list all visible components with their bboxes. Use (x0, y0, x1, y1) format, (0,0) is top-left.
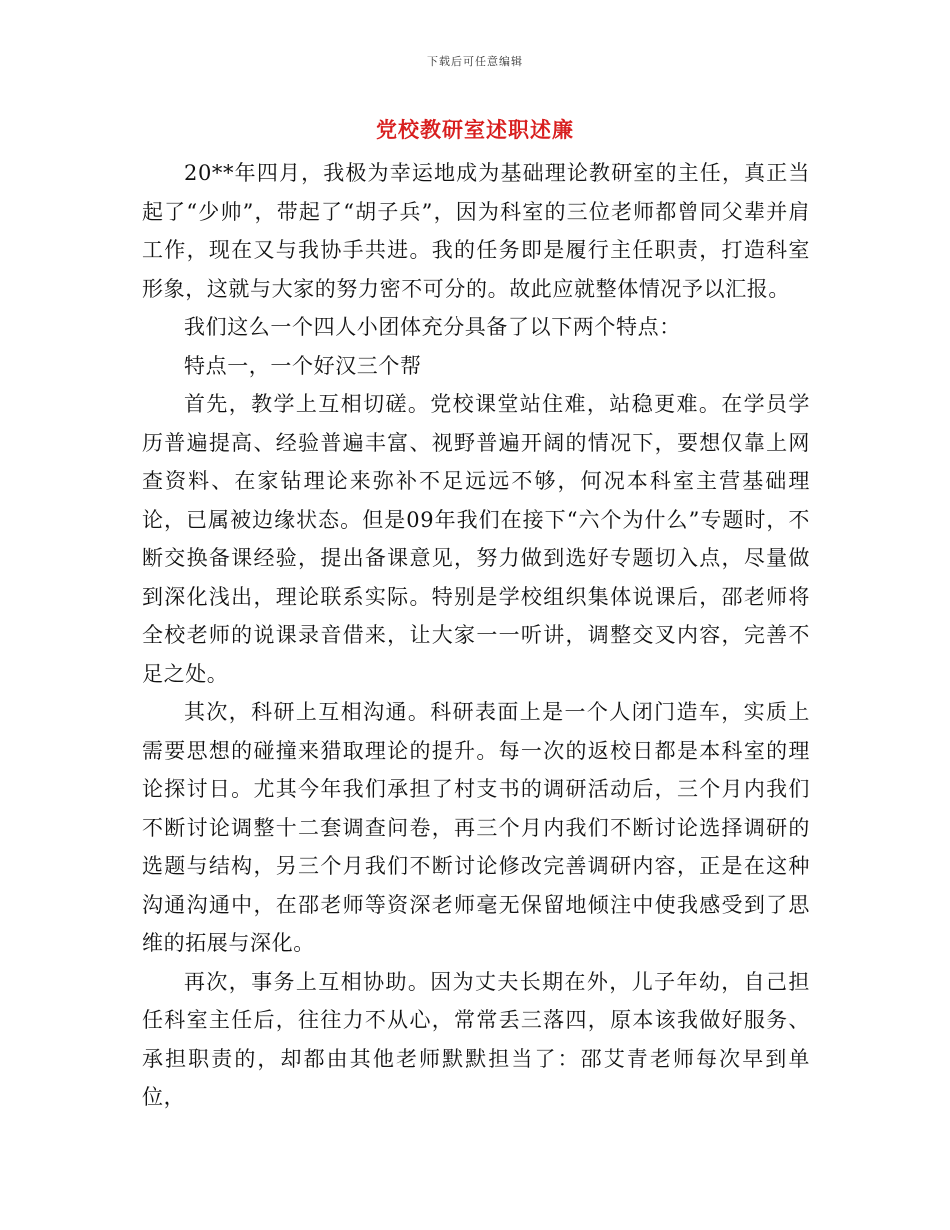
document-body (142, 154, 810, 1117)
page-header-note: 下载后可任意编辑 (427, 55, 523, 68)
document-title: 党校教研室述职述廉 (376, 117, 574, 142)
paragraph-research: 其次，科研上互相沟通。科研表面上是一个人闭门造车，实质上需要思想的碰撞来猎取理论的提升。每一次的返校日都是本科室的理论探讨日。尤其今年我们承担了村支书的调研活动后，三个月内我们不断讨论调整十二套调查问卷，再三个月内我们不断讨论选择调研的选题与结构，另三个月我们不断讨论修改完善调研内容，正是在这种沟通沟通中，在邵老师等资深老师毫无保留地倾注中使我感受到了思维的拓展与深化。 (142, 700, 810, 955)
paragraph-intro: 20**年四月，我极为幸运地成为基础理论教研室的主任，真正当起了“少帅”，带起了“胡子兵”，因为科室的三位老师都曾同父辈并肩工作，现在又与我协手共进。我的任务即是履行主任职责，打造科室形象，这就与大家的努力密不可分的。故此应就整体情况予以汇报。 (142, 161, 810, 301)
paragraph-affairs: 再次，事务上互相协助。因为丈夫长期在外，儿子年幼，自己担任科室主任后，往往力不从心，常常丢三落四，原本该我做好服务、承担职责的，却都由其他老师默默担当了：邵艾青老师每次早到单位， (142, 969, 810, 1109)
paragraph-features-lead: 我们这么一个四人小团体充分具备了以下两个特点： (184, 315, 681, 339)
paragraph-teaching: 首先，教学上互相切磋。党校课堂站住难，站稳更难。在学员学历普遍提高、经验普遍丰富、视野普遍开阔的情况下，要想仅靠上网查资料、在家钻理论来弥补不足远远不够，何况本科室主营基础理论，已属被边缘状态。但是09年我们在接下“六个为什么”专题时，不断交换备课经验，提出备课意见，努力做到选好专题切入点，尽量做到深化浅出，理论联系实际。特别是学校组织集体说课后，邵老师将全校老师的说课录音借来，让大家一一听讲，调整交叉内容，完善不足之处。 (142, 392, 810, 686)
paragraph-feature-one-heading: 特点一，一个好汉三个帮 (184, 353, 422, 378)
